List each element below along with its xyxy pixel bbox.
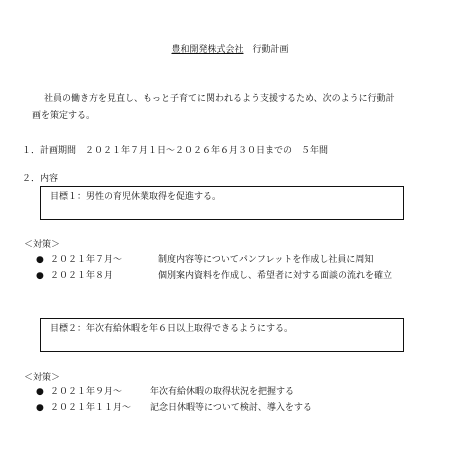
measure-item	[36, 402, 312, 414]
measure-text: 記念日休暇等について検討、導入をする	[150, 403, 312, 413]
intro-line-1: 社員の働き方を見直し、もっと子育てに関われるよう支援するため、次のように行動計	[44, 94, 395, 104]
measure-date: ２０２１年７月～	[50, 255, 123, 265]
document-title	[0, 44, 460, 56]
measure-date: ２０２１年８月	[50, 271, 114, 281]
goal-2-text: 目標２：年次有給休暇を年６日以上取得できるようにする。	[50, 324, 294, 334]
measure-text: 年次有給休暇の取得状況を把握する	[150, 387, 295, 397]
bullet-icon: ●	[36, 255, 44, 265]
measures-label-2: ＜対策＞	[24, 373, 61, 383]
measure-date: ２０２１年９月～	[50, 387, 123, 397]
bullet-icon: ●	[36, 403, 44, 413]
goal-2-box	[40, 318, 404, 352]
bullet-icon: ●	[36, 387, 44, 397]
title-suffix: 行動計画	[252, 45, 289, 55]
measure-text: 制度内容等についてパンフレットを作成し社員に周知	[158, 255, 374, 265]
goal-1-text: 目標１：男性の育児休業取得を促進する。	[50, 192, 222, 202]
measure-text: 個別案内資料を作成し、希望者に対する面談の流れを確立	[158, 271, 393, 281]
measure-item	[36, 254, 373, 266]
measure-date: ２０２１年１１月～	[50, 403, 132, 413]
intro-line-2: 画を策定する。	[32, 111, 96, 121]
goal-1-box	[40, 186, 404, 220]
plan-period: １．計画期間 ２０２１年７月１日～２０２６年６月３０日までの ５年間	[22, 146, 329, 156]
contents-label: ２．内容	[22, 174, 59, 184]
measures-label-1: ＜対策＞	[24, 240, 61, 250]
bullet-icon: ●	[36, 271, 44, 281]
measure-item	[36, 270, 392, 282]
company-name: 豊和開発株式会社	[171, 45, 244, 55]
measure-item	[36, 386, 294, 398]
